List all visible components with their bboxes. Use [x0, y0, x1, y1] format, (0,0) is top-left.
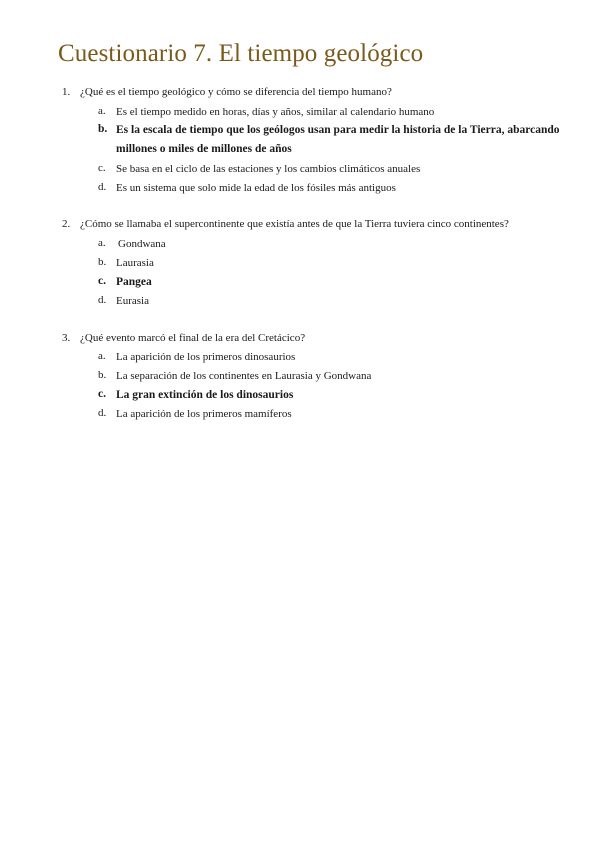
option-text: La aparición de los primeros mamíferos — [116, 408, 292, 420]
option-text: La aparición de los primeros dinosaurios — [116, 351, 296, 363]
option-letter: c. — [98, 162, 106, 174]
question-number: 1. — [62, 86, 71, 98]
option-text: Eurasia — [116, 295, 149, 307]
question-number: 2. — [62, 218, 71, 230]
option-letter: a. — [98, 350, 106, 362]
option-letter: c. — [98, 275, 106, 287]
question-number: 3. — [62, 332, 71, 344]
question-text: ¿Cómo se llamaba el supercontinente que existía antes de que la Tierra tuviera cinco continentes? — [80, 218, 509, 230]
question-text: ¿Qué evento marcó el final de la era del Cretácico? — [80, 332, 306, 344]
option-text-correct: La gran extinción de los dinosaurios — [116, 389, 294, 401]
option-letter: d. — [98, 181, 107, 193]
option-text-correct: Es la escala de tiempo que los geólogos usan para medir la historia de la Tierra, abarcando millones o miles de millones de años — [116, 124, 560, 155]
option-letter: b. — [98, 369, 107, 381]
option-letter: c. — [98, 388, 106, 400]
option-text: Gondwana — [118, 238, 166, 250]
option-letter: b. — [98, 123, 108, 135]
option-text: Se basa en el ciclo de las estaciones y los cambios climáticos anuales — [116, 163, 421, 175]
option-letter: a. — [98, 237, 106, 249]
option-letter: d. — [98, 294, 107, 306]
page-title: Cuestionario 7. El tiempo geológico — [58, 40, 424, 67]
option-text: Es un sistema que solo mide la edad de los fósiles más antiguos — [116, 182, 396, 194]
question-text: ¿Qué es el tiempo geológico y cómo se diferencia del tiempo humano? — [80, 86, 392, 98]
option-letter: d. — [98, 407, 107, 419]
option-letter: a. — [98, 105, 106, 117]
option-letter: b. — [98, 256, 107, 268]
option-text: Laurasia — [116, 257, 154, 269]
option-text-correct: Pangea — [116, 276, 152, 288]
option-text: Es el tiempo medido en horas, días y años, similar al calendario humano — [116, 106, 435, 118]
option-text: La separación de los continentes en Laurasia y Gondwana — [116, 370, 372, 382]
